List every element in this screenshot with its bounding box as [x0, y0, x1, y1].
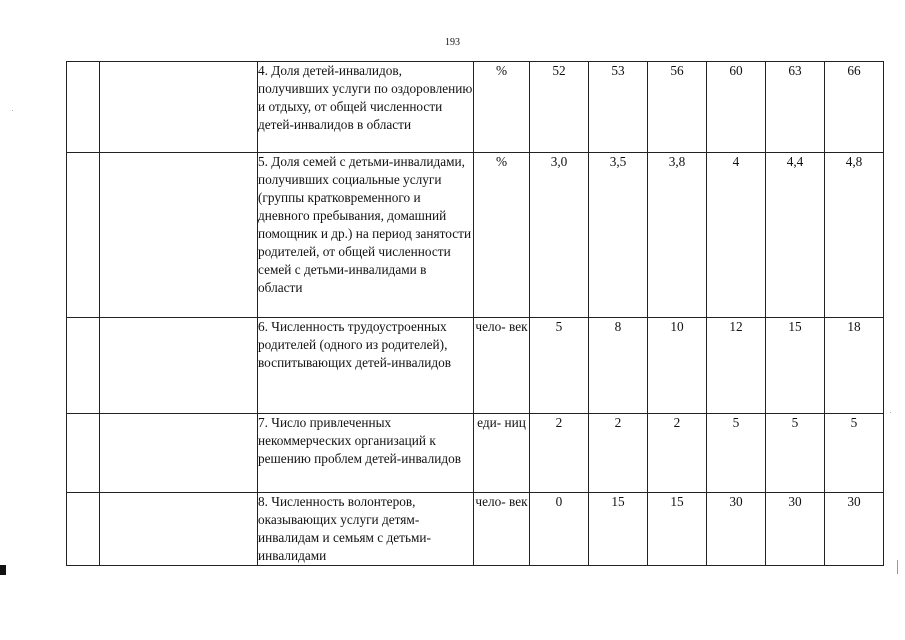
value-cell: 3,8	[648, 153, 707, 318]
empty-cell	[100, 153, 258, 318]
value-cell: 3,5	[589, 153, 648, 318]
table-row	[67, 414, 884, 493]
value-cell: 18	[825, 318, 884, 414]
indicator-cell: 7. Число привлеченных некоммерческих организаций к решению проблем детей-инвалидов	[258, 414, 474, 493]
empty-cell	[100, 318, 258, 414]
value-cell: 2	[648, 414, 707, 493]
unit-cell: %	[474, 62, 530, 153]
value-cell: 5	[766, 414, 825, 493]
empty-cell	[67, 318, 100, 414]
value-cell: 5	[707, 414, 766, 493]
empty-cell	[100, 493, 258, 566]
value-cell: 4	[707, 153, 766, 318]
value-cell: 4,4	[766, 153, 825, 318]
value-cell: 10	[648, 318, 707, 414]
indicator-cell: 6. Численность трудоустроенных родителей (одного из родителей), воспитывающих детей-инвалидов	[258, 318, 474, 414]
value-cell: 30	[825, 493, 884, 566]
value-cell: 3,0	[530, 153, 589, 318]
page-number: 193	[445, 37, 460, 48]
value-cell: 53	[589, 62, 648, 153]
table-row	[67, 318, 884, 414]
value-cell: 15	[766, 318, 825, 414]
value-cell: 60	[707, 62, 766, 153]
value-cell: 5	[530, 318, 589, 414]
indicator-cell: 5. Доля семей с детьми-инвалидами, получивших социальные услуги (группы кратковременного и дневного пребывания, домашний помощник и др.) на период занятости родителей, от общей численности семей с детьми-инвалидами в области	[258, 153, 474, 318]
value-cell: 15	[648, 493, 707, 566]
indicators-table	[66, 61, 884, 566]
value-cell: 5	[825, 414, 884, 493]
value-cell: 2	[589, 414, 648, 493]
scan-speck	[12, 110, 13, 111]
empty-cell	[67, 414, 100, 493]
value-cell: 15	[589, 493, 648, 566]
indicator-cell: 8. Численность волонтеров, оказывающих услуги детям-инвалидам и семьям с детьми-инвалидами	[258, 493, 474, 566]
empty-cell	[67, 153, 100, 318]
empty-cell	[67, 493, 100, 566]
scan-mark	[897, 560, 898, 574]
unit-cell: чело- век	[474, 493, 530, 566]
empty-cell	[100, 62, 258, 153]
unit-cell: еди- ниц	[474, 414, 530, 493]
value-cell: 66	[825, 62, 884, 153]
table-row	[67, 62, 884, 153]
value-cell: 2	[530, 414, 589, 493]
value-cell: 63	[766, 62, 825, 153]
value-cell: 12	[707, 318, 766, 414]
table-row	[67, 153, 884, 318]
table-row	[67, 493, 884, 566]
value-cell: 4,8	[825, 153, 884, 318]
value-cell: 30	[707, 493, 766, 566]
empty-cell	[100, 414, 258, 493]
value-cell: 56	[648, 62, 707, 153]
scan-mark	[0, 565, 6, 575]
scan-speck	[890, 412, 891, 413]
unit-cell: чело- век	[474, 318, 530, 414]
value-cell: 52	[530, 62, 589, 153]
indicator-cell: 4. Доля детей-инвалидов, получивших услуги по оздоровлению и отдыху, от общей численности детей-инвалидов в области	[258, 62, 474, 153]
value-cell: 8	[589, 318, 648, 414]
value-cell: 0	[530, 493, 589, 566]
unit-cell: %	[474, 153, 530, 318]
empty-cell	[67, 62, 100, 153]
value-cell: 30	[766, 493, 825, 566]
